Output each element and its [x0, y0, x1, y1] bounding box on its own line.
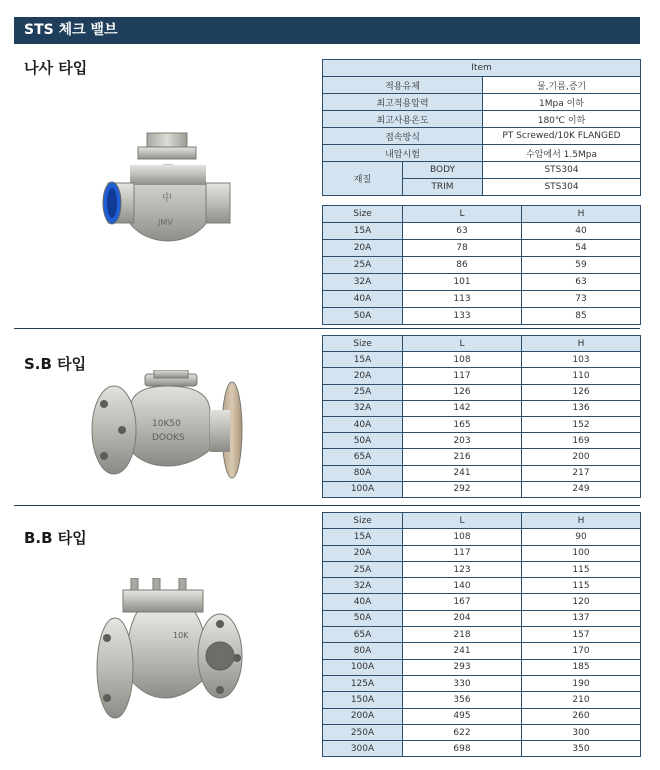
- screwed-valve-image: [100, 125, 240, 255]
- l-cell: 330: [403, 675, 522, 691]
- size-cell: 32A: [323, 578, 403, 594]
- size-cell: 80A: [323, 643, 403, 659]
- h-cell: 249: [522, 481, 641, 497]
- table-row: [323, 400, 641, 416]
- size-cell: 50A: [323, 610, 403, 626]
- col-header-l: L: [403, 206, 522, 223]
- table-row: [323, 529, 641, 545]
- l-cell: 113: [403, 291, 522, 308]
- size-cell: 40A: [323, 291, 403, 308]
- size-cell: 65A: [323, 449, 403, 465]
- col-header-h: H: [522, 206, 641, 223]
- table-row: [323, 675, 641, 691]
- l-cell: 63: [403, 223, 522, 240]
- h-cell: 103: [522, 352, 641, 368]
- table-row: [323, 741, 641, 757]
- l-cell: 622: [403, 724, 522, 740]
- h-cell: 120: [522, 594, 641, 610]
- h-cell: 73: [522, 291, 641, 308]
- material-label: 재질: [323, 162, 403, 196]
- table-row: [323, 274, 641, 291]
- table-row: [323, 643, 641, 659]
- h-cell: 169: [522, 433, 641, 449]
- size-cell: 15A: [323, 529, 403, 545]
- l-cell: 292: [403, 481, 522, 497]
- table-row: [323, 708, 641, 724]
- size-cell: 32A: [323, 274, 403, 291]
- size-cell: 150A: [323, 692, 403, 708]
- h-cell: 63: [522, 274, 641, 291]
- table-row: [323, 578, 641, 594]
- col-header-size: Size: [323, 206, 403, 223]
- h-cell: 110: [522, 368, 641, 384]
- table-row: [323, 594, 641, 610]
- section-title-screw: 나사 타입: [24, 59, 88, 77]
- size-cell: 100A: [323, 659, 403, 675]
- spec-label: 최고사용온도: [323, 111, 483, 128]
- table-row: [323, 433, 641, 449]
- h-cell: 190: [522, 675, 641, 691]
- h-cell: 40: [522, 223, 641, 240]
- h-cell: 115: [522, 578, 641, 594]
- table-row: [323, 384, 641, 400]
- l-cell: 108: [403, 352, 522, 368]
- table-row: [323, 724, 641, 740]
- table-row: [323, 561, 641, 577]
- l-cell: 216: [403, 449, 522, 465]
- h-cell: 185: [522, 659, 641, 675]
- h-cell: 217: [522, 465, 641, 481]
- table-row: [323, 692, 641, 708]
- l-cell: 241: [403, 465, 522, 481]
- l-cell: 356: [403, 692, 522, 708]
- material-trim-label: TRIM: [403, 179, 483, 196]
- brand-mark: JMV: [158, 218, 173, 227]
- col-header-h: H: [522, 513, 641, 529]
- cast-mark-2: DOOKS: [152, 433, 185, 443]
- size-cell: 15A: [323, 223, 403, 240]
- table-row: [323, 627, 641, 643]
- table-row: [323, 416, 641, 432]
- size-cell: 250A: [323, 724, 403, 740]
- col-header-h: H: [522, 336, 641, 352]
- sb-size-table: [322, 335, 641, 498]
- bb-flanged-valve-image: [95, 578, 245, 723]
- h-cell: 300: [522, 724, 641, 740]
- spec-value: 180℃ 이하: [483, 111, 641, 128]
- h-cell: 136: [522, 400, 641, 416]
- divider-2: [14, 505, 640, 506]
- h-cell: 152: [522, 416, 641, 432]
- table-row: [323, 308, 641, 325]
- col-header-size: Size: [323, 513, 403, 529]
- size-cell: 20A: [323, 240, 403, 257]
- section-title-sb: S.B 타입: [24, 355, 87, 373]
- col-header-size: Size: [323, 336, 403, 352]
- h-cell: 137: [522, 610, 641, 626]
- h-cell: 170: [522, 643, 641, 659]
- l-cell: 101: [403, 274, 522, 291]
- l-cell: 133: [403, 308, 522, 325]
- sb-flanged-valve-image: [90, 370, 245, 490]
- l-cell: 218: [403, 627, 522, 643]
- section-title-bb: B.B 타입: [24, 529, 87, 547]
- size-cell: 100A: [323, 481, 403, 497]
- bb-size-table: [322, 512, 641, 757]
- h-cell: 200: [522, 449, 641, 465]
- h-cell: 260: [522, 708, 641, 724]
- l-cell: 117: [403, 368, 522, 384]
- l-cell: 108: [403, 529, 522, 545]
- spec-value: 수압에서 1.5Mpa: [483, 145, 641, 162]
- material-body-value: STS304: [483, 162, 641, 179]
- size-cell: 25A: [323, 384, 403, 400]
- l-cell: 117: [403, 545, 522, 561]
- cast-mark: 10K50: [152, 419, 181, 429]
- svg-text:中: 中: [162, 193, 172, 204]
- h-cell: 90: [522, 529, 641, 545]
- spec-label: 적용유체: [323, 77, 483, 94]
- spec-label: 최고적용압력: [323, 94, 483, 111]
- size-cell: 50A: [323, 308, 403, 325]
- material-trim-value: STS304: [483, 179, 641, 196]
- size-cell: 40A: [323, 416, 403, 432]
- table-row: [323, 291, 641, 308]
- spec-item-header: Item: [323, 60, 641, 77]
- h-cell: 59: [522, 257, 641, 274]
- table-row: [323, 257, 641, 274]
- l-cell: 78: [403, 240, 522, 257]
- size-cell: 65A: [323, 627, 403, 643]
- col-header-l: L: [403, 513, 522, 529]
- size-cell: 20A: [323, 368, 403, 384]
- l-cell: 167: [403, 594, 522, 610]
- h-cell: 210: [522, 692, 641, 708]
- spec-table: [322, 59, 641, 196]
- size-cell: 200A: [323, 708, 403, 724]
- size-cell: 15A: [323, 352, 403, 368]
- size-cell: 50A: [323, 433, 403, 449]
- spec-value: 1Mpa 이하: [483, 94, 641, 111]
- table-row: [323, 659, 641, 675]
- h-cell: 115: [522, 561, 641, 577]
- spec-value: PT Screwed/10K FLANGED: [483, 128, 641, 145]
- h-cell: 157: [522, 627, 641, 643]
- size-cell: 125A: [323, 675, 403, 691]
- table-row: [323, 223, 641, 240]
- page-header: STS 체크 밸브: [14, 17, 640, 44]
- l-cell: 204: [403, 610, 522, 626]
- l-cell: 698: [403, 741, 522, 757]
- table-row: [323, 449, 641, 465]
- spec-label: 접속방식: [323, 128, 483, 145]
- h-cell: 126: [522, 384, 641, 400]
- material-body-label: BODY: [403, 162, 483, 179]
- l-cell: 123: [403, 561, 522, 577]
- size-cell: 32A: [323, 400, 403, 416]
- spec-label: 내압시험: [323, 145, 483, 162]
- l-cell: 86: [403, 257, 522, 274]
- screw-size-table: [322, 205, 641, 325]
- size-cell: 300A: [323, 741, 403, 757]
- col-header-l: L: [403, 336, 522, 352]
- size-cell: 25A: [323, 257, 403, 274]
- table-row: [323, 481, 641, 497]
- size-cell: 40A: [323, 594, 403, 610]
- table-header-row: [323, 336, 641, 352]
- bb-cast-mark: 10K: [173, 631, 189, 640]
- l-cell: 241: [403, 643, 522, 659]
- spec-value: 물,기름,증기: [483, 77, 641, 94]
- size-cell: 25A: [323, 561, 403, 577]
- h-cell: 85: [522, 308, 641, 325]
- l-cell: 495: [403, 708, 522, 724]
- table-row: [323, 545, 641, 561]
- table-row: [323, 610, 641, 626]
- h-cell: 100: [522, 545, 641, 561]
- table-row: [323, 240, 641, 257]
- table-header-row: [323, 206, 641, 223]
- table-header-row: [323, 513, 641, 529]
- l-cell: 140: [403, 578, 522, 594]
- size-cell: 20A: [323, 545, 403, 561]
- size-cell: 80A: [323, 465, 403, 481]
- l-cell: 126: [403, 384, 522, 400]
- l-cell: 142: [403, 400, 522, 416]
- l-cell: 203: [403, 433, 522, 449]
- table-row: [323, 465, 641, 481]
- divider-1: [14, 328, 640, 329]
- h-cell: 54: [522, 240, 641, 257]
- table-row: [323, 352, 641, 368]
- l-cell: 293: [403, 659, 522, 675]
- table-row: [323, 368, 641, 384]
- l-cell: 165: [403, 416, 522, 432]
- h-cell: 350: [522, 741, 641, 757]
